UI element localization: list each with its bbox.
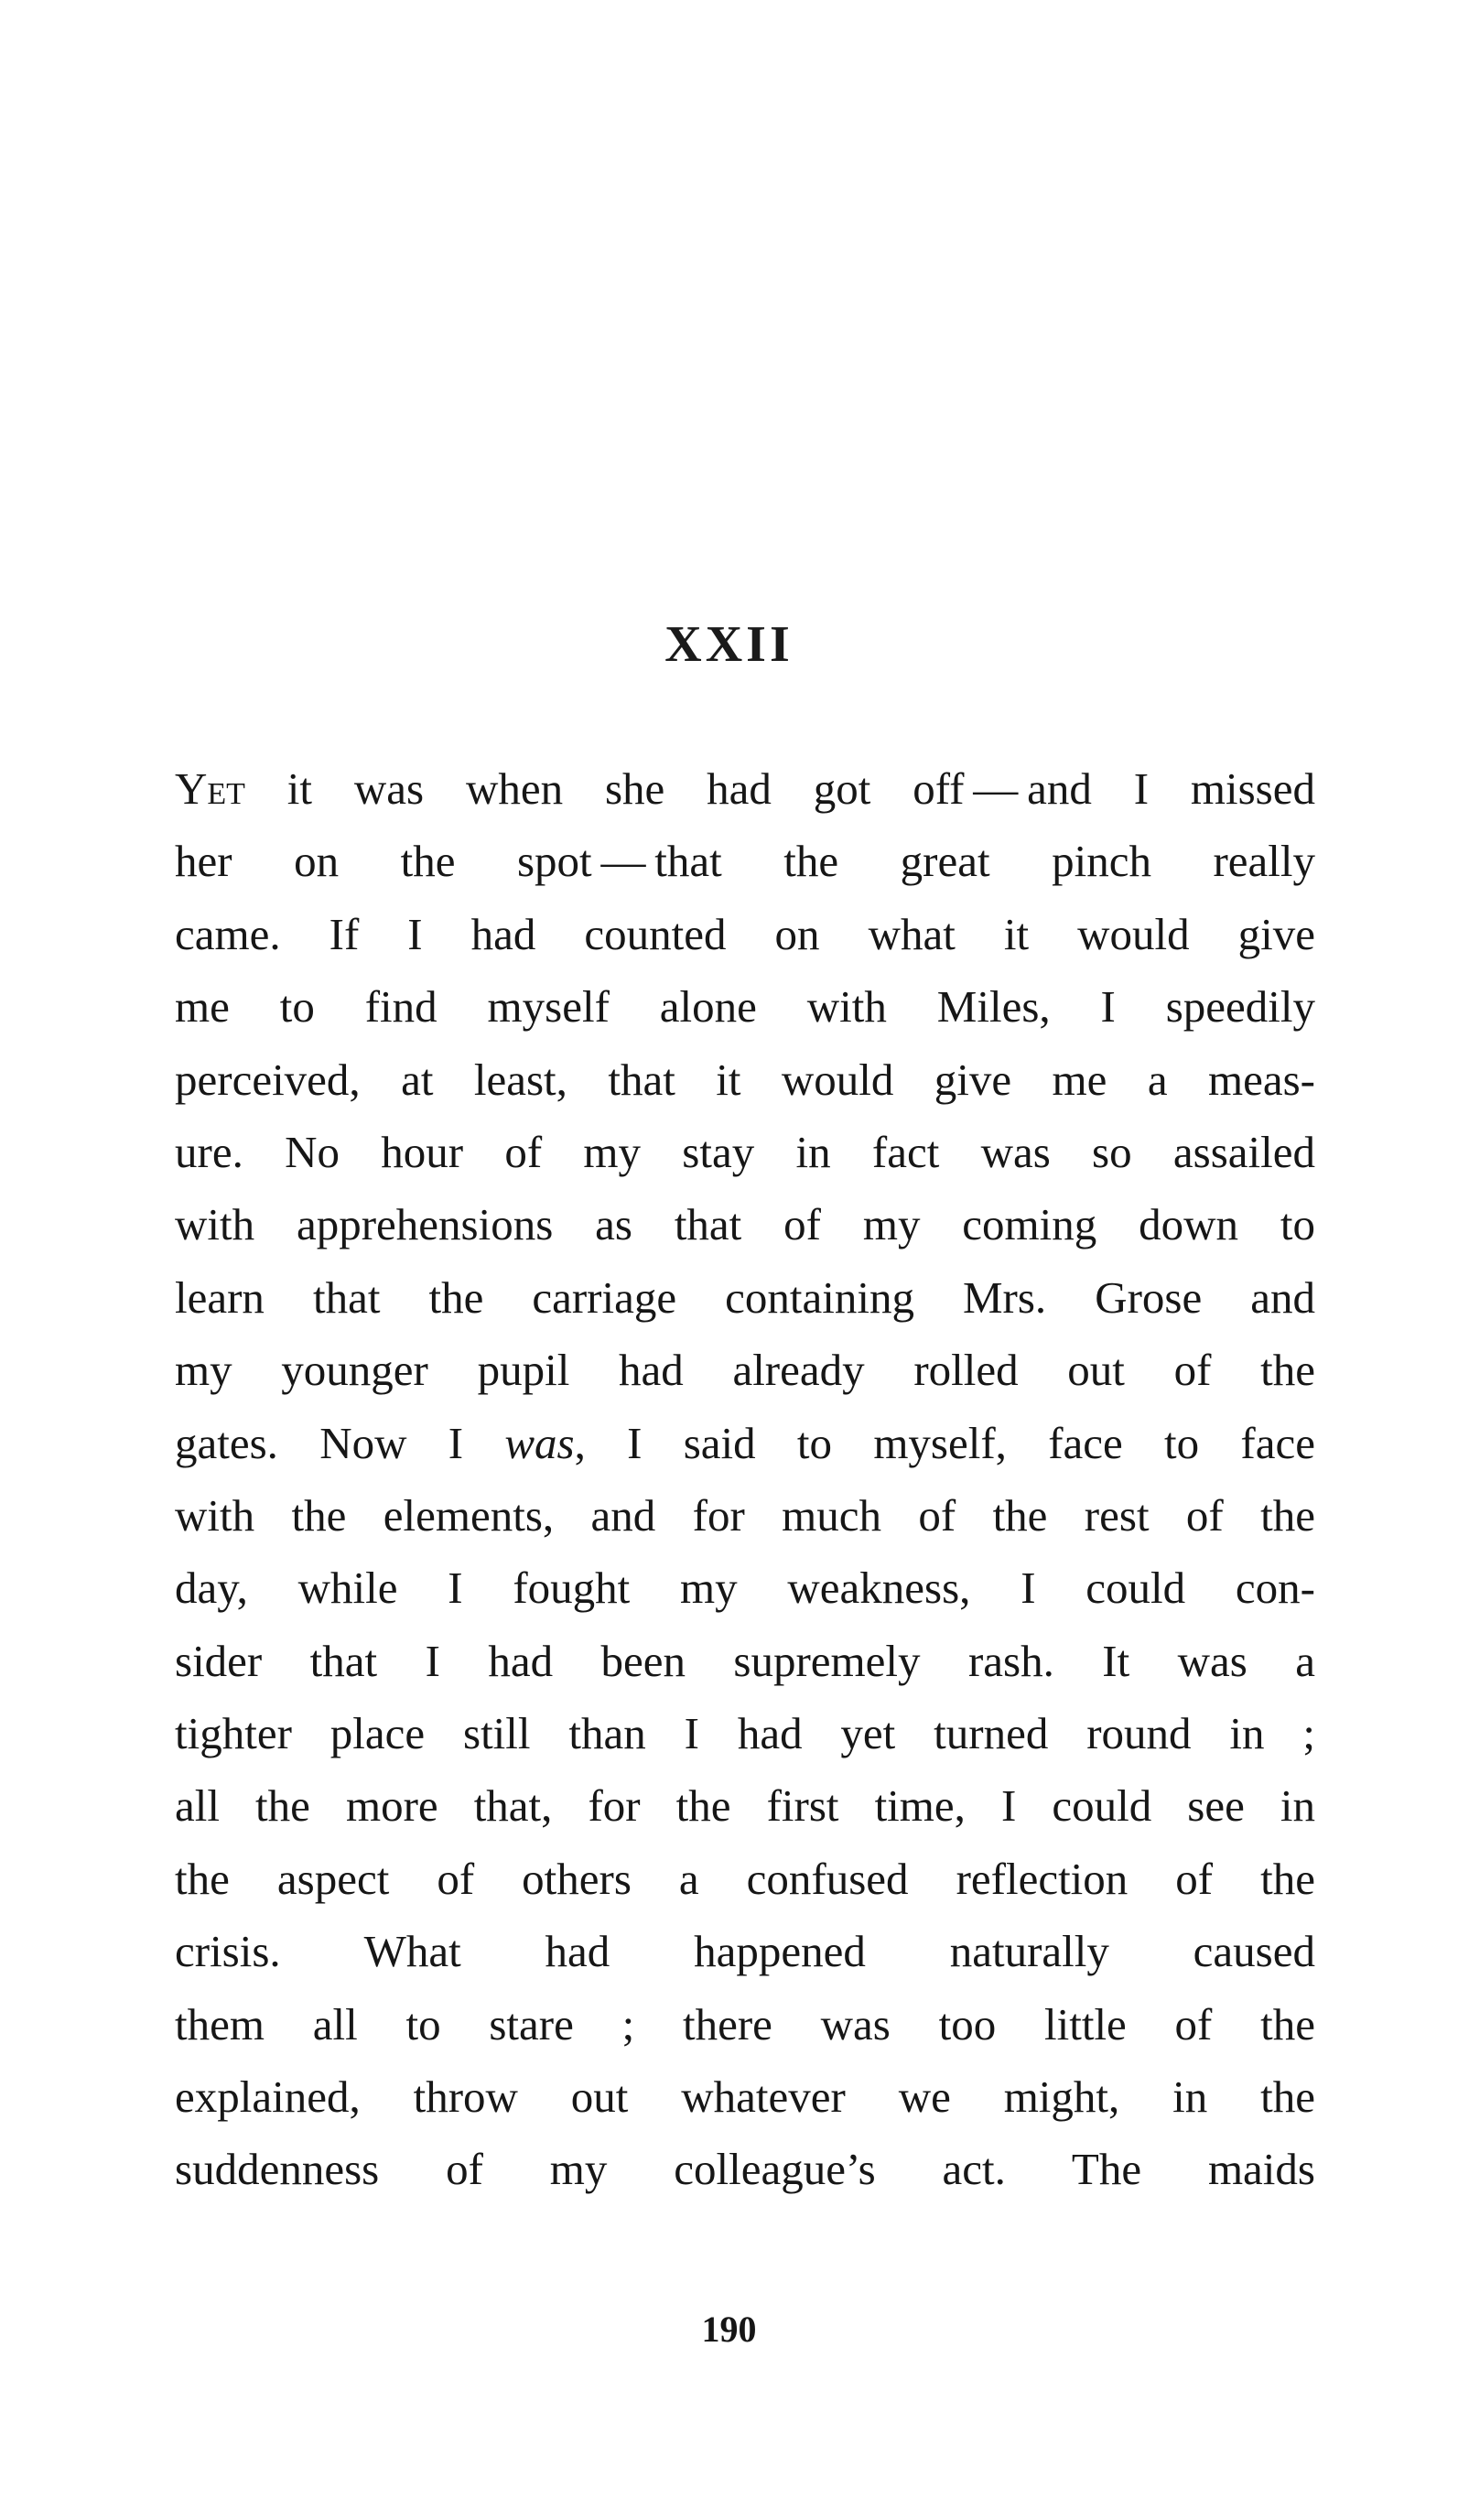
chapter-heading: XXII	[664, 616, 794, 673]
text-line-3: came. If I had counted on what it would give	[175, 908, 1315, 959]
text-line-13: sider that I had been supremely rash. It was a	[175, 1635, 1315, 1686]
text-line-1: Yet it was when she had got off — and I missed	[175, 763, 1315, 814]
text-line-20: suddenness of my colleague’s act. The maids	[175, 2144, 1315, 2195]
text-line-15: all the more that, for the first time, I could see in	[175, 1780, 1315, 1832]
text-line-17: crisis. What had happened naturally caused	[175, 1926, 1315, 1977]
text-line-18: them all to stare ; there was too little of the	[175, 1998, 1315, 2050]
text-line-19: explained, throw out whatever we might, in the	[175, 2071, 1315, 2123]
text-line-6: ure. No hour of my stay in fact was so assailed	[175, 1126, 1315, 1177]
text-line-11: with the elements, and for much of the rest of the	[175, 1489, 1315, 1541]
text-line-9: my younger pupil had already rolled out of the	[175, 1345, 1315, 1396]
text-line-2: her on the spot — that the great pinch really	[175, 836, 1315, 887]
body-paragraph	[175, 752, 1315, 2206]
italic-word: was	[504, 1417, 575, 1468]
drop-word: Yet	[175, 763, 245, 814]
text-line-14: tighter place still than I had yet turned round in ;	[175, 1708, 1315, 1759]
text-line-10: gates. Now I was, I said to myself, face to face	[175, 1417, 1315, 1468]
text-line-4: me to find myself alone with Miles, I speedily	[175, 981, 1315, 1033]
text-line-5: perceived, at least, that it would give me a meas-	[175, 1054, 1315, 1105]
text-line-12: day, while I fought my weakness, I could con-	[175, 1563, 1315, 1614]
text-line-8: learn that the carriage containing Mrs. Grose and	[175, 1271, 1315, 1323]
page-number: 190	[701, 2309, 757, 2350]
text-line-7: with apprehensions as that of my coming down to	[175, 1199, 1315, 1250]
text-line-16: the aspect of others a confused reflection of the	[175, 1853, 1315, 1904]
